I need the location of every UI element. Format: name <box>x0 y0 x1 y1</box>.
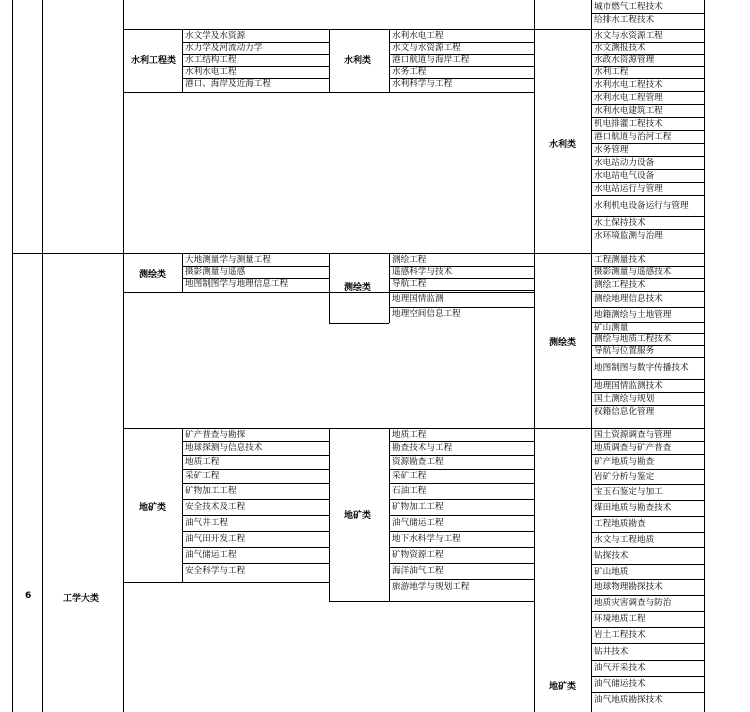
list-item: 钻探技术 <box>594 550 629 561</box>
grid-line <box>389 290 534 291</box>
list-item: 油气地质勘探技术 <box>594 695 663 705</box>
list-item: 采矿工程 <box>185 471 220 481</box>
grid-line <box>182 429 183 582</box>
grid-line <box>123 92 534 93</box>
list-item: 水利水电工程 <box>185 67 237 77</box>
list-item: 海洋油气工程 <box>392 566 444 576</box>
list-item: 给排水工程技术 <box>594 15 655 25</box>
list-item: 水利水电工程 <box>392 31 444 41</box>
list-item: 岩矿分析与鉴定 <box>594 471 655 482</box>
grid-line <box>182 30 183 92</box>
grid-line <box>591 692 704 693</box>
list-item: 地下水科学与工程 <box>392 534 461 544</box>
list-item: 地质工程 <box>392 430 427 440</box>
list-item: 水环境监测与治理 <box>594 230 663 241</box>
list-item: 地质调查与矿产普查 <box>594 442 672 453</box>
list-item: 地籍测绘与土地管理 <box>594 309 672 320</box>
list-item: 工程测量技术 <box>594 255 646 265</box>
group-label-shuili-col3: 水利类 <box>549 140 577 150</box>
list-item: 安全技术及工程 <box>185 502 246 512</box>
list-item: 水利水电工程技术 <box>594 79 663 90</box>
list-item: 矿产普查与勘探 <box>185 430 246 440</box>
list-item: 大地测量学与测量工程 <box>185 255 271 265</box>
group-label-shuili-col2: 水利类 <box>344 56 372 66</box>
grid-line <box>534 0 535 712</box>
list-item: 安全科学与工程 <box>185 566 246 576</box>
list-item: 水文学及水资源 <box>185 31 246 41</box>
grid-line <box>123 0 124 712</box>
list-item: 水务工程 <box>392 67 427 77</box>
grid-line <box>389 483 534 484</box>
list-item: 水文与水资源工程 <box>594 31 663 41</box>
list-item: 港口、海岸及近海工程 <box>185 79 271 89</box>
list-item: 测绘工程技术 <box>594 279 646 290</box>
list-item: 水文与工程地质 <box>594 534 655 545</box>
grid-line <box>182 483 329 484</box>
list-item: 油气储运工程 <box>185 550 237 560</box>
list-item: 权籍信息化管理 <box>594 406 655 417</box>
list-item: 宝玉石鉴定与加工 <box>594 487 663 497</box>
grid-line <box>591 579 704 580</box>
list-item: 水利水电建筑工程 <box>594 105 663 116</box>
list-item: 油气田开发工程 <box>185 534 246 544</box>
grid-line <box>182 254 183 292</box>
list-item: 地球探测与信息技术 <box>185 443 263 453</box>
group-label-dikuang-col1: 地矿类 <box>139 503 167 513</box>
grid-line <box>182 515 329 516</box>
list-item: 机电排灌工程技术 <box>594 118 663 129</box>
grid-line <box>182 563 329 564</box>
list-item: 地球物理勘探技术 <box>594 582 663 592</box>
grid-line <box>591 660 704 661</box>
grid-line <box>123 292 534 293</box>
grid-line <box>389 254 390 323</box>
list-item: 测绘地理信息技术 <box>594 294 663 304</box>
grid-line <box>123 582 329 583</box>
list-item: 水利工程 <box>594 67 629 77</box>
list-item: 资源勘查工程 <box>392 457 444 467</box>
list-item: 矿物加工工程 <box>185 486 237 496</box>
group-label-dikuang-col3: 地矿类 <box>549 682 577 692</box>
list-item: 油气储运技术 <box>594 679 646 689</box>
group-label-cehui-col3: 测绘类 <box>549 338 577 348</box>
grid-line <box>591 643 704 644</box>
list-item: 地图制图与数字传播技术 <box>594 363 689 373</box>
grid-line <box>329 323 389 324</box>
grid-line <box>591 0 592 712</box>
list-item: 水利机电设备运行与管理 <box>594 200 689 211</box>
grid-line <box>591 500 704 501</box>
grid-line <box>182 547 329 548</box>
grid-line <box>329 429 330 601</box>
list-item: 摄影测量与遥感 <box>185 267 246 277</box>
row-number: 6 <box>25 591 32 601</box>
grid-line <box>329 30 330 92</box>
list-item: 地理国情监测技术 <box>594 380 663 391</box>
list-item: 水工结构工程 <box>185 55 237 65</box>
grid-line <box>182 531 329 532</box>
group-label-dikuang-col2: 地矿类 <box>344 511 372 521</box>
list-item: 矿山测量 <box>594 323 629 333</box>
list-item: 地质工程 <box>185 457 220 467</box>
list-item: 煤田地质与勘查技术 <box>594 503 672 513</box>
list-item: 港口航道与海岸工程 <box>392 55 470 65</box>
list-item: 地图制图学与地理信息工程 <box>185 279 289 289</box>
grid-line <box>591 516 704 517</box>
list-item: 城市燃气工程技术 <box>594 2 663 12</box>
grid-line <box>591 595 704 596</box>
list-item: 国土测绘与规划 <box>594 393 655 404</box>
list-item: 水土保持技术 <box>594 217 646 228</box>
list-item: 工程地质勘查 <box>594 519 646 529</box>
category-label: 工学大类 <box>63 594 100 604</box>
list-item: 矿物加工工程 <box>392 502 444 512</box>
grid-line <box>591 195 704 196</box>
list-item: 矿产地质与勘查 <box>594 456 655 467</box>
list-item: 水电站运行与管理 <box>594 183 663 194</box>
grid-line <box>591 547 704 548</box>
list-item: 岩土工程技术 <box>594 630 646 640</box>
grid-line <box>329 601 534 602</box>
list-item: 导航与位置服务 <box>594 346 655 356</box>
group-label-cehui-col1: 测绘类 <box>139 270 167 280</box>
grid-line <box>389 563 534 564</box>
grid-line <box>389 30 390 92</box>
grid-line <box>704 0 705 712</box>
grid-line <box>591 627 704 628</box>
grid-line <box>389 499 534 500</box>
grid-line <box>182 499 329 500</box>
list-item: 水电站电气设备 <box>594 170 655 181</box>
list-item: 水利水电工程管理 <box>594 92 663 103</box>
list-item: 矿山地质 <box>594 566 629 577</box>
list-item: 水文与水资源工程 <box>392 43 461 53</box>
list-item: 勘查技术与工程 <box>392 443 453 453</box>
grid-line <box>591 357 704 358</box>
list-item: 测绘与地质工程技术 <box>594 334 672 344</box>
list-item: 遥感科学与技术 <box>392 267 453 277</box>
grid-line <box>389 531 534 532</box>
grid-line <box>329 254 330 323</box>
list-item: 国土资源调查与管理 <box>594 430 672 440</box>
list-item: 地理空间信息工程 <box>392 309 461 319</box>
list-item: 港口航道与治河工程 <box>594 131 672 142</box>
list-item: 钻井技术 <box>594 646 629 657</box>
grid-line <box>591 484 704 485</box>
list-item: 水政水资源管理 <box>594 55 655 65</box>
list-item: 水文测报技术 <box>594 43 646 53</box>
grid-line <box>389 547 534 548</box>
list-item: 油气开采技术 <box>594 663 646 673</box>
group-label-cehui-col2: 测绘类 <box>344 283 372 293</box>
list-item: 水务管理 <box>594 144 629 155</box>
list-item: 摄影测量与遥感技术 <box>594 267 672 277</box>
grid-line <box>591 291 704 292</box>
grid-line <box>389 515 534 516</box>
list-item: 旅游地学与规划工程 <box>392 582 470 592</box>
list-item: 采矿工程 <box>392 471 427 481</box>
list-item: 矿物资源工程 <box>392 550 444 560</box>
list-item: 地理国情监测 <box>392 293 444 304</box>
list-item: 导航工程 <box>392 279 427 289</box>
grid-line <box>12 0 13 712</box>
list-item: 测绘工程 <box>392 255 427 265</box>
list-item: 水力学及河流动力学 <box>185 43 263 53</box>
grid-line <box>42 0 43 712</box>
list-item: 水利科学与工程 <box>392 79 453 89</box>
list-item: 水电站动力设备 <box>594 157 655 168</box>
group-label-shuili-col1: 水利工程类 <box>131 56 177 66</box>
list-item: 石油工程 <box>392 486 427 496</box>
grid-line <box>389 579 534 580</box>
list-item: 环境地质工程 <box>594 614 646 624</box>
grid-line <box>591 611 704 612</box>
list-item: 油气储运工程 <box>392 518 444 528</box>
list-item: 油气井工程 <box>185 518 228 528</box>
list-item: 地质灾害调查与防治 <box>594 598 672 608</box>
grid-line <box>591 676 704 677</box>
